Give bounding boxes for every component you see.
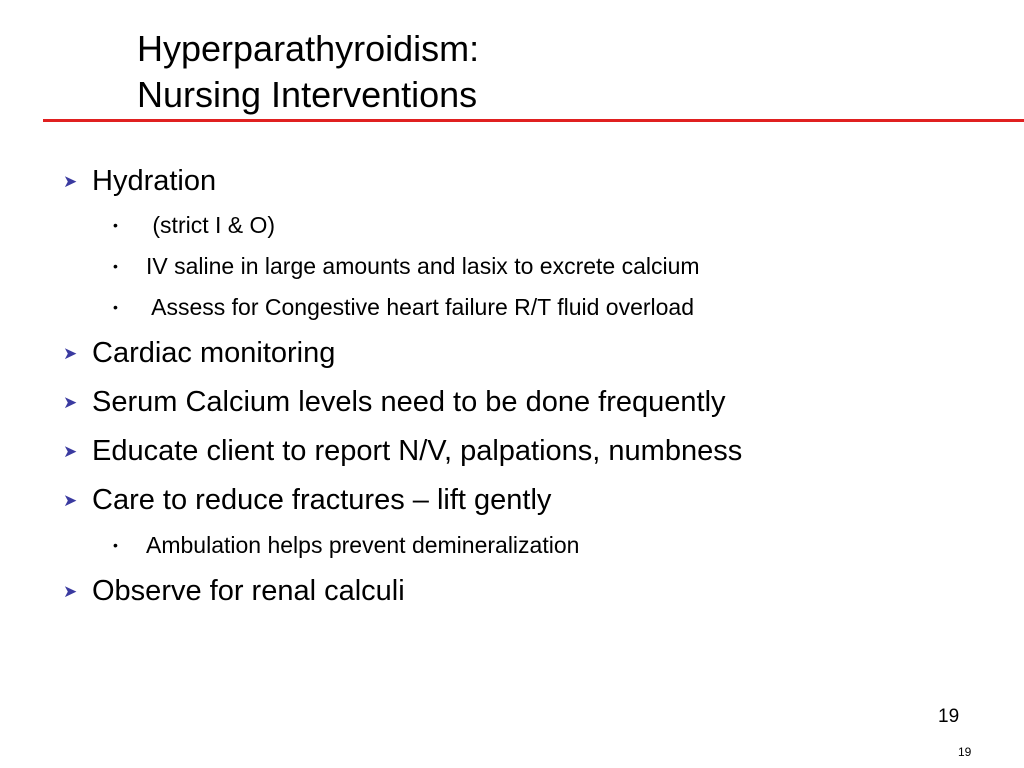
- arrow-bullet-icon: ➤: [63, 172, 78, 191]
- list-item: [113, 531, 579, 559]
- slide-number: 19: [938, 706, 960, 727]
- bullet-text: Care to reduce fractures – lift gently: [92, 484, 552, 516]
- dot-bullet-icon: •: [113, 217, 118, 233]
- arrow-bullet-icon: ➤: [63, 393, 78, 412]
- list-item: [63, 385, 726, 420]
- title-line-2: Nursing Interventions: [137, 74, 478, 115]
- list-item: [113, 252, 700, 280]
- bullet-text: Hydration: [92, 165, 217, 197]
- dot-bullet-icon: •: [113, 258, 118, 274]
- list-item: [63, 434, 742, 469]
- arrow-bullet-icon: ➤: [63, 442, 78, 461]
- bullet-text: Educate client to report N/V, palpations, numbness: [92, 435, 743, 467]
- list-item: [113, 293, 694, 321]
- title-line-1: Hyperparathyroidism:: [137, 28, 480, 69]
- list-item: [63, 336, 335, 371]
- bullet-text: Observe for renal calculi: [92, 575, 405, 607]
- arrow-bullet-icon: ➤: [63, 491, 78, 510]
- bullet-text: (strict I & O): [146, 212, 276, 238]
- arrow-bullet-icon: ➤: [63, 582, 78, 601]
- list-item: [113, 211, 275, 239]
- dot-bullet-icon: •: [113, 537, 118, 553]
- list-item: [63, 574, 405, 609]
- bullet-text: Ambulation helps prevent demineralization: [146, 532, 580, 558]
- bullet-text: Cardiac monitoring: [92, 337, 336, 369]
- bullet-text: Serum Calcium levels need to be done frequently: [92, 386, 726, 418]
- arrow-bullet-icon: ➤: [63, 344, 78, 363]
- slide-number-footer: 19: [958, 745, 972, 759]
- bullet-text: IV saline in large amounts and lasix to excrete calcium: [146, 253, 700, 279]
- list-item: [63, 483, 551, 518]
- list-item: [63, 164, 216, 199]
- dot-bullet-icon: •: [113, 299, 118, 315]
- bullet-text: Assess for Congestive heart failure R/T fluid overload: [146, 294, 695, 320]
